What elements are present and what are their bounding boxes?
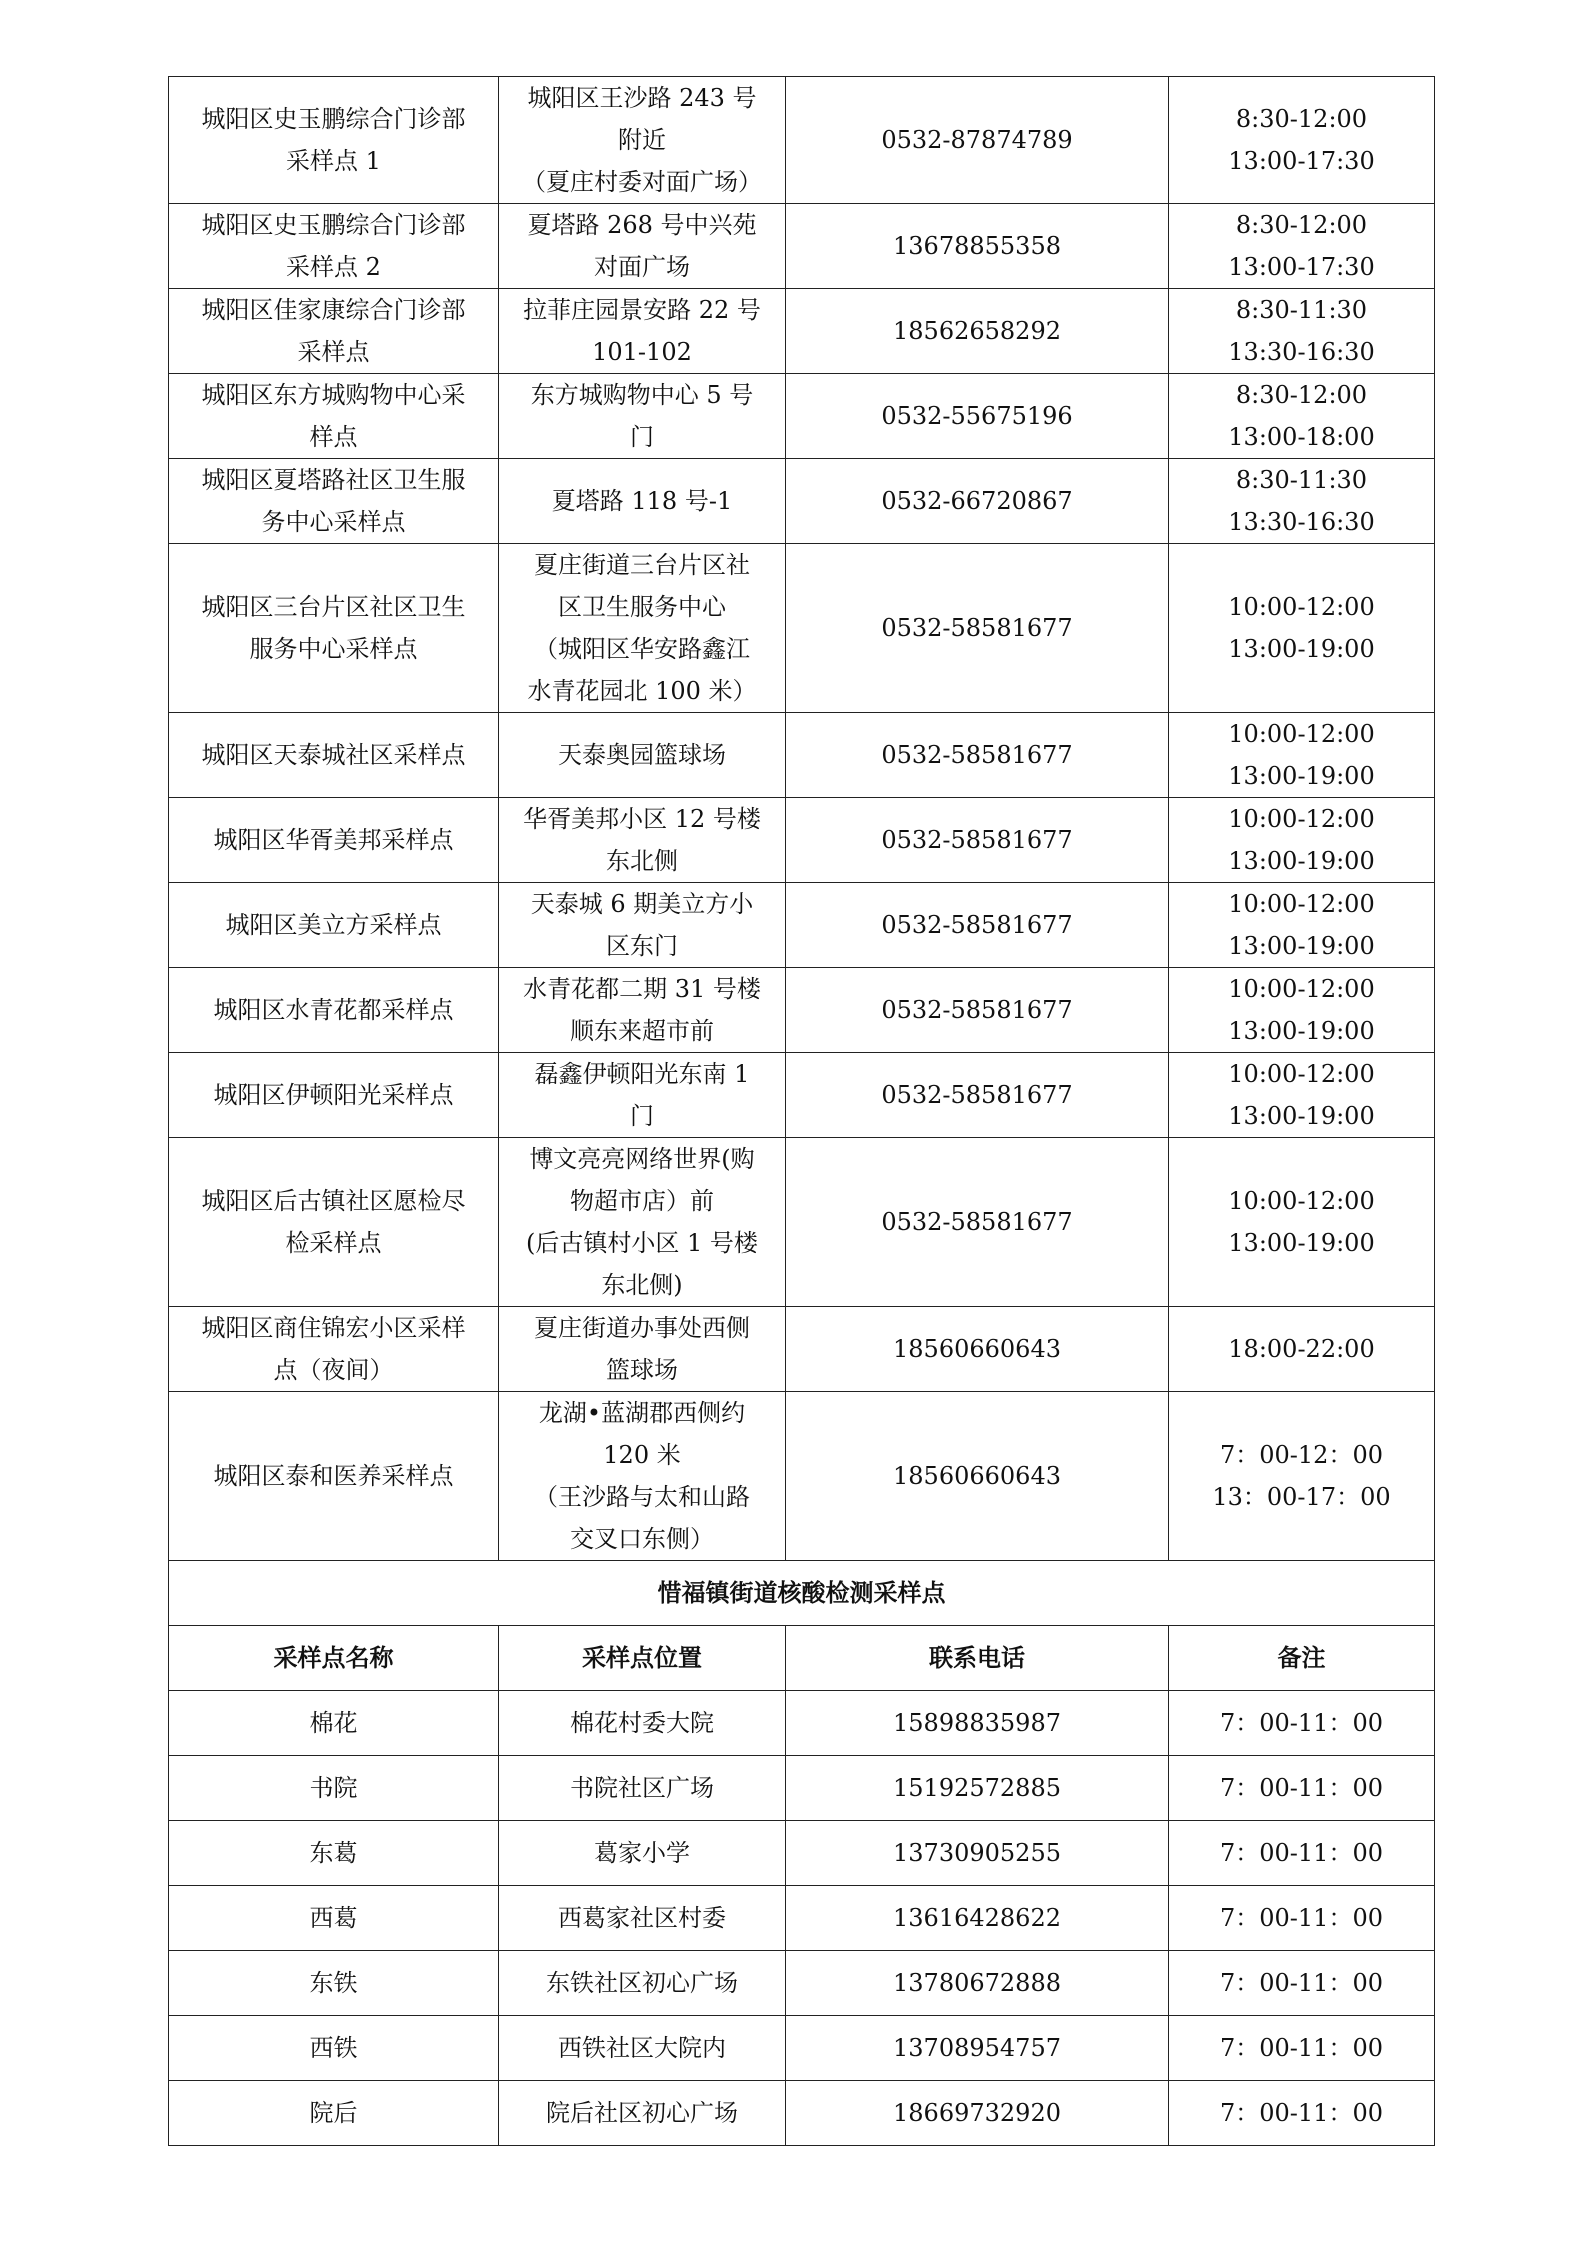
site-name-cell [169,798,499,883]
cell-line: 城阳区东方城购物中心采 [201,381,466,409]
site-location-cell [499,77,786,204]
cell-line: 采样点 [297,338,370,366]
sampling-sites-table [168,76,1435,2146]
site-hours-cell [1169,1307,1435,1392]
header-phone: 联系电话 [786,1626,1169,1691]
xifu-sites-body [169,1691,1435,2146]
cell-line: 城阳区美立方采样点 [225,911,442,939]
cell-line: 物超市店）前 [570,1187,714,1215]
cell-line: 13:00-19:00 [1228,1229,1375,1257]
site-phone-cell: 0532-58581677 [786,713,1169,798]
xifu-site-row [169,1756,1435,1821]
site-name-cell [169,1307,499,1392]
xifu-name-cell: 西葛 [169,1886,499,1951]
cell-line: 10:00-12:00 [1228,720,1375,748]
cell-line: 城阳区华胥美邦采样点 [213,826,454,854]
cell-line: 10:00-12:00 [1228,1187,1375,1215]
site-name-cell [169,204,499,289]
cell-line: 8:30-12:00 [1235,105,1368,133]
site-phone-cell: 18560660643 [786,1307,1169,1392]
site-phone-cell: 0532-58581677 [786,1138,1169,1307]
section-title: 惜福镇街道核酸检测采样点 [169,1561,1435,1626]
site-location-cell [499,374,786,459]
xifu-phone-cell: 18669732920 [786,2081,1169,2146]
site-name-cell [169,883,499,968]
cell-line: 13:00-17:30 [1228,147,1375,175]
cell-line: 检采样点 [285,1229,382,1257]
site-name-cell [169,544,499,713]
site-location-cell [499,544,786,713]
site-phone-cell: 0532-87874789 [786,77,1169,204]
cell-line: 101-102 [592,338,692,366]
cell-line: 采样点 2 [286,253,381,281]
site-phone-cell: 0532-66720867 [786,459,1169,544]
site-name-cell [169,459,499,544]
cell-line: 顺东来超市前 [570,1017,714,1045]
site-hours-cell [1169,1138,1435,1307]
xifu-phone-cell: 13708954757 [786,2016,1169,2081]
cell-line: 13:00-19:00 [1228,1102,1375,1130]
site-hours-cell [1169,204,1435,289]
site-row [169,77,1435,204]
xifu-site-row [169,2016,1435,2081]
cell-line: 8:30-12:00 [1235,211,1368,239]
header-note: 备注 [1169,1626,1435,1691]
xifu-note-cell: 7：00-11：00 [1169,1756,1435,1821]
xifu-location-cell: 书院社区广场 [499,1756,786,1821]
xifu-phone-cell: 15898835987 [786,1691,1169,1756]
cell-line: 附近 [618,126,666,154]
cell-line: 博文亮亮网络世界(购 [529,1145,755,1173]
cell-line: 点（夜间） [273,1356,394,1384]
xifu-note-cell: 7：00-11：00 [1169,1691,1435,1756]
site-phone-cell: 18560660643 [786,1392,1169,1561]
chengyang-sites-body [169,77,1435,1561]
cell-line: 东方城购物中心 5 号 [530,381,754,409]
cell-line: 夏庄街道三台片区社 [534,551,750,579]
site-location-cell [499,883,786,968]
site-hours-cell [1169,713,1435,798]
xifu-note-cell: 7：00-11：00 [1169,2016,1435,2081]
site-location-cell [499,798,786,883]
site-phone-cell: 0532-55675196 [786,374,1169,459]
xifu-location-cell: 西铁社区大院内 [499,2016,786,2081]
cell-line: 篮球场 [606,1356,678,1384]
site-name-cell [169,77,499,204]
cell-line: 区东门 [606,932,678,960]
site-name-cell [169,713,499,798]
cell-line: (后古镇村小区 1 号楼 [526,1229,758,1257]
site-phone-cell: 13678855358 [786,204,1169,289]
site-row [169,883,1435,968]
xifu-section [169,1561,1435,1691]
site-row [169,459,1435,544]
cell-line: 天泰奥园篮球场 [558,741,726,769]
cell-line: 8:30-12:00 [1235,381,1368,409]
site-row [169,289,1435,374]
xifu-phone-cell: 15192572885 [786,1756,1169,1821]
cell-line: 城阳区佳家康综合门诊部 [201,296,466,324]
cell-line: 东北侧 [606,847,678,875]
xifu-name-cell: 书院 [169,1756,499,1821]
cell-line: 城阳区后古镇社区愿检尽 [201,1187,466,1215]
xifu-site-row [169,1886,1435,1951]
site-row [169,374,1435,459]
cell-line: 磊鑫伊顿阳光东南 1 [534,1060,750,1088]
site-name-cell [169,968,499,1053]
cell-line: 龙湖•蓝湖郡西侧约 [538,1399,746,1427]
xifu-location-cell: 东铁社区初心广场 [499,1951,786,2016]
cell-line: 7：00-12：00 [1220,1441,1383,1469]
site-location-cell [499,204,786,289]
site-hours-cell [1169,883,1435,968]
site-hours-cell [1169,968,1435,1053]
cell-line: 城阳区水青花都采样点 [213,996,454,1024]
site-row [169,1307,1435,1392]
cell-line: 城阳区伊顿阳光采样点 [213,1081,454,1109]
site-row [169,1392,1435,1561]
xifu-phone-cell: 13780672888 [786,1951,1169,2016]
site-hours-cell [1169,374,1435,459]
cell-line: 水青花园北 100 米） [527,677,757,705]
xifu-site-row [169,2081,1435,2146]
site-location-cell [499,1392,786,1561]
xifu-name-cell: 东葛 [169,1821,499,1886]
header-location: 采样点位置 [499,1626,786,1691]
site-hours-cell [1169,459,1435,544]
xifu-site-row [169,1691,1435,1756]
xifu-name-cell: 棉花 [169,1691,499,1756]
cell-line: 10:00-12:00 [1228,1060,1375,1088]
cell-line: 城阳区三台片区社区卫生 [201,593,466,621]
cell-line: 城阳区史玉鹏综合门诊部 [201,211,466,239]
site-location-cell [499,968,786,1053]
section-title-row [169,1561,1435,1626]
site-location-cell [499,1307,786,1392]
xifu-phone-cell: 13730905255 [786,1821,1169,1886]
site-row [169,798,1435,883]
xifu-note-cell: 7：00-11：00 [1169,1886,1435,1951]
cell-line: 夏塔路 118 号-1 [551,487,733,515]
cell-line: 13:00-19:00 [1228,932,1375,960]
cell-line: 务中心采样点 [261,508,406,536]
cell-line: 夏塔路 268 号中兴苑 [527,211,757,239]
cell-line: 城阳区商住锦宏小区采样 [201,1314,466,1342]
cell-line: 拉菲庄园景安路 22 号 [523,296,761,324]
cell-line: 13:00-19:00 [1228,1017,1375,1045]
site-phone-cell: 0532-58581677 [786,798,1169,883]
site-location-cell [499,713,786,798]
site-phone-cell: 0532-58581677 [786,883,1169,968]
site-row [169,713,1435,798]
cell-line: 城阳区天泰城社区采样点 [201,741,466,769]
site-name-cell [169,374,499,459]
site-hours-cell [1169,1392,1435,1561]
cell-line: 城阳区夏塔路社区卫生服 [201,466,466,494]
cell-line: 区卫生服务中心 [558,593,726,621]
column-header-row [169,1626,1435,1691]
site-hours-cell [1169,1053,1435,1138]
cell-line: 8:30-11:30 [1235,466,1368,494]
site-hours-cell [1169,289,1435,374]
cell-line: 水青花都二期 31 号楼 [523,975,761,1003]
site-location-cell [499,1138,786,1307]
cell-line: 10:00-12:00 [1228,975,1375,1003]
site-phone-cell: 18562658292 [786,289,1169,374]
site-row [169,204,1435,289]
site-hours-cell [1169,77,1435,204]
site-row [169,1053,1435,1138]
site-name-cell [169,1138,499,1307]
xifu-site-row [169,1951,1435,2016]
xifu-note-cell: 7：00-11：00 [1169,2081,1435,2146]
cell-line: 8:30-11:30 [1235,296,1368,324]
cell-line: 13:00-19:00 [1228,762,1375,790]
site-name-cell [169,1392,499,1561]
cell-line: 服务中心采样点 [249,635,418,663]
cell-line: 13:00-19:00 [1228,847,1375,875]
cell-line: 夏庄街道办事处西侧 [534,1314,750,1342]
cell-line: 城阳区王沙路 243 号 [527,84,757,112]
cell-line: 门 [630,1102,654,1130]
cell-line: 120 米 [603,1441,681,1469]
cell-line: 天泰城 6 期美立方小 [530,890,754,918]
xifu-note-cell: 7：00-11：00 [1169,1951,1435,2016]
cell-line: 13：00-17：00 [1212,1483,1391,1511]
xifu-name-cell: 院后 [169,2081,499,2146]
site-row [169,968,1435,1053]
cell-line: 城阳区史玉鹏综合门诊部 [201,105,466,133]
cell-line: 10:00-12:00 [1228,593,1375,621]
xifu-location-cell: 西葛家社区村委 [499,1886,786,1951]
site-row [169,544,1435,713]
site-location-cell [499,459,786,544]
site-hours-cell [1169,798,1435,883]
header-name: 采样点名称 [169,1626,499,1691]
cell-line: 东北侧) [601,1271,683,1299]
xifu-phone-cell: 13616428622 [786,1886,1169,1951]
cell-line: （城阳区华安路鑫江 [534,635,750,663]
cell-line: （夏庄村委对面广场） [522,168,762,196]
cell-line: （王沙路与太和山路 [534,1483,750,1511]
site-phone-cell: 0532-58581677 [786,544,1169,713]
xifu-name-cell: 西铁 [169,2016,499,2081]
xifu-location-cell: 棉花村委大院 [499,1691,786,1756]
site-row [169,1138,1435,1307]
cell-line: 样点 [309,423,358,451]
site-name-cell [169,1053,499,1138]
cell-line: 对面广场 [594,253,690,281]
site-phone-cell: 0532-58581677 [786,1053,1169,1138]
site-phone-cell: 0532-58581677 [786,968,1169,1053]
xifu-location-cell: 院后社区初心广场 [499,2081,786,2146]
site-hours-cell [1169,544,1435,713]
xifu-name-cell: 东铁 [169,1951,499,2016]
xifu-location-cell: 葛家小学 [499,1821,786,1886]
cell-line: 交叉口东侧） [570,1525,714,1553]
site-name-cell [169,289,499,374]
cell-line: 门 [630,423,654,451]
cell-line: 13:00-19:00 [1228,635,1375,663]
site-location-cell [499,1053,786,1138]
cell-line: 采样点 1 [286,147,381,175]
cell-line: 13:30-16:30 [1228,508,1375,536]
cell-line: 13:00-17:30 [1228,253,1375,281]
cell-line: 10:00-12:00 [1228,805,1375,833]
cell-line: 华胥美邦小区 12 号楼 [523,805,761,833]
cell-line: 13:00-18:00 [1228,423,1375,451]
cell-line: 城阳区泰和医养采样点 [213,1462,454,1490]
xifu-site-row [169,1821,1435,1886]
cell-line: 13:30-16:30 [1228,338,1375,366]
cell-line: 10:00-12:00 [1228,890,1375,918]
cell-line: 18:00-22:00 [1228,1335,1375,1363]
xifu-note-cell: 7：00-11：00 [1169,1821,1435,1886]
site-location-cell [499,289,786,374]
